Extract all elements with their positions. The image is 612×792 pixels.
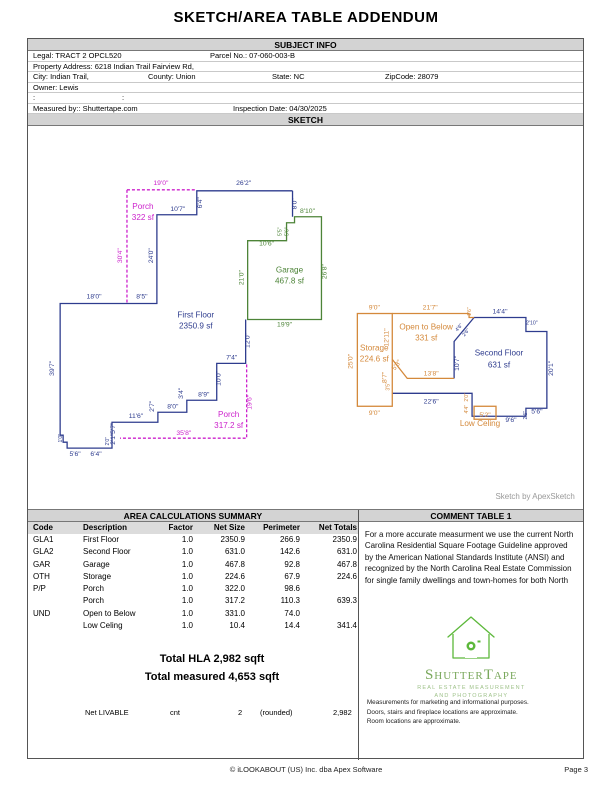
- page-number: Page 3: [564, 765, 588, 774]
- subject-info-field: Property Address: 6218 Indian Trail Fairview Rd,: [33, 61, 194, 71]
- dimension-label: 4'4": [464, 404, 471, 414]
- table-cell: UND: [33, 608, 51, 618]
- subject-info-row: [28, 93, 583, 104]
- table-cell: 322.0: [224, 584, 245, 593]
- table-cell: 2350.9: [220, 535, 245, 544]
- table-cell: 467.8: [224, 559, 245, 569]
- disclaimer-line: Room locations are approximate.: [366, 718, 461, 725]
- table-cell: 331.0: [224, 608, 245, 618]
- dimension-label: 1'0": [58, 433, 65, 443]
- table-cell: 1.0: [181, 620, 193, 630]
- sketch-canvas: [28, 126, 583, 510]
- table-cell: 224.6: [336, 571, 357, 581]
- dimension-label: 2'10": [526, 320, 538, 327]
- area-label: First Floor: [177, 310, 215, 320]
- area-label: Open to Below: [399, 322, 453, 332]
- table-cell: [300, 608, 357, 620]
- area-label: 331 sf: [415, 333, 438, 343]
- subject-info-row: [28, 51, 583, 62]
- logo-tagline-1: REAL ESTATE MEASUREMENT: [417, 685, 526, 691]
- subject-info-row: [28, 72, 583, 83]
- dimension-label: 19'6": [246, 394, 254, 410]
- dimension-label: 2'0": [464, 393, 471, 402]
- dimension-label: 35'8": [176, 430, 192, 438]
- column-header: Description: [83, 523, 128, 532]
- dimension-label: 6'4": [196, 197, 204, 209]
- dimension-label: 10'0": [215, 370, 223, 386]
- column-header: Factor: [168, 523, 193, 532]
- dimension-label: 5'6": [284, 227, 291, 237]
- table-row: [33, 620, 358, 632]
- table-cell: Low Celing: [83, 620, 123, 630]
- table-cell: 639.3: [336, 596, 357, 606]
- area-label: 322 sf: [131, 212, 155, 222]
- table-cell: 2350.9: [332, 535, 357, 544]
- subject-info-field: Legal: TRACT 2 OPCL520: [33, 51, 122, 60]
- table-cell: 1.0: [181, 559, 193, 569]
- dimension-label: 5'6": [531, 408, 543, 416]
- column-header: Perimeter: [263, 523, 300, 532]
- dimension-label: 21'0": [238, 270, 246, 286]
- disclaimer-line: Doors, stairs and fireplace locations are approximate.: [366, 708, 518, 716]
- table-cell: 467.8: [336, 559, 357, 569]
- area-calc-header: AREA CALCULATIONS SUMMARY: [28, 510, 358, 522]
- dimension-label: 19'9": [277, 321, 293, 329]
- disclaimer-line: Measurements for marketing and informational purposes.: [366, 699, 529, 706]
- dimension-label: 10'7": [170, 205, 186, 213]
- dimension-label: 25'0": [347, 353, 355, 369]
- area-label: Low Celing: [459, 419, 501, 429]
- dimension-label: 9'6": [505, 417, 517, 425]
- dimension-label: 19'0": [153, 179, 169, 187]
- subject-info-field: Inspection Date: 04/30/2025: [233, 103, 327, 113]
- table-row: [33, 571, 358, 583]
- sketch-header: SKETCH: [28, 114, 583, 126]
- subject-info-header: SUBJECT INFO: [28, 39, 583, 51]
- dimension-label: 3'4": [177, 387, 185, 399]
- total-measured: Total measured 4,653 sqft: [144, 671, 280, 683]
- area-table: [28, 522, 358, 632]
- area-label: 224.6 sf: [359, 354, 389, 364]
- table-cell: GLA2: [33, 547, 54, 557]
- table-cell: 14.4: [284, 620, 300, 630]
- dimension-label: 21'7": [422, 304, 438, 312]
- table-cell: [300, 583, 357, 595]
- dimension-label: 8'7": [381, 371, 389, 383]
- subject-info-row: [28, 104, 583, 115]
- table-cell: GAR: [33, 559, 51, 569]
- dimension-label: 3'5": [385, 382, 392, 391]
- table-cell: 1.0: [181, 571, 193, 581]
- column-header: Code: [33, 523, 53, 532]
- dimension-label: 5'2": [479, 412, 491, 420]
- subject-info-field: :: [122, 93, 125, 102]
- net-row-field: 2: [238, 708, 243, 717]
- area-label: Porch: [218, 410, 240, 420]
- dimension-label: 8'5": [136, 293, 148, 301]
- table-cell: 341.4: [336, 620, 357, 630]
- dimension-label: 12'0": [244, 332, 252, 348]
- column-header: Net Totals: [318, 523, 357, 532]
- comment-paragraph: For a more accurate measurment we use the current North Carolina Residential Square Footage Guideline approved by the American National Standards Institute (ANSI) and recognized by the North Carolina Real Estate Commission for single family dwellings and town-homes for both North: [364, 530, 574, 585]
- area-label: 631 sf: [487, 360, 511, 370]
- dimension-label: 2'7": [148, 400, 156, 412]
- table-cell: 1.0: [181, 596, 193, 606]
- net-row-field: 2,982: [333, 708, 352, 717]
- table-row: [33, 583, 358, 595]
- logo-tagline-2: AND PHOTOGRAPHY: [434, 693, 509, 699]
- dimension-label: 8'0": [291, 198, 299, 210]
- dimension-label: 5'6": [69, 451, 81, 459]
- disclaimer-lines: [367, 698, 529, 727]
- table-cell: Storage: [83, 571, 112, 581]
- net-row-field: cnt: [170, 708, 181, 717]
- table-cell: 110.3: [280, 596, 300, 606]
- area-label: Garage: [275, 265, 304, 275]
- net-row-field: (rounded): [260, 708, 293, 717]
- subject-info-row: [28, 62, 583, 73]
- table-cell: Open to Below: [83, 608, 136, 618]
- table-cell: P/P: [33, 584, 46, 593]
- dimension-label: 9'0": [368, 304, 380, 312]
- table-cell: [33, 595, 83, 607]
- table-cell: GLA1: [33, 535, 54, 544]
- table-cell: 224.6: [224, 571, 245, 581]
- table-row: [33, 608, 358, 620]
- table-cell: First Floor: [83, 535, 119, 544]
- sketch-credit: Sketch by ApexSketch: [495, 492, 575, 502]
- dimension-label: 9'0": [368, 410, 380, 418]
- copyright-text: © iLOOKABOUT (US) Inc. dba Apex Software: [229, 765, 383, 774]
- page-title: SKETCH/AREA TABLE ADDENDUM: [173, 9, 439, 26]
- subject-info-field: City: Indian Trail,: [33, 72, 89, 81]
- dimension-label: 20'1": [547, 360, 555, 376]
- area-label: 2350.9 sf: [179, 321, 213, 331]
- dimension-label: 5'7": [109, 422, 117, 434]
- subject-info-field: State: NC: [272, 72, 305, 81]
- dimension-label: 39'7": [49, 360, 57, 376]
- table-cell: 1.0: [181, 608, 193, 618]
- dimension-label: 11'6": [128, 413, 144, 421]
- area-table-body: [33, 534, 358, 632]
- subject-info-field: Parcel No.: 07-060-003-B: [210, 51, 296, 60]
- table-cell: 1.0: [181, 535, 193, 544]
- dimension-label: 4'6": [454, 322, 465, 334]
- table-cell: 631.0: [336, 547, 357, 557]
- subject-info-field: :: [33, 93, 36, 102]
- table-cell: Porch: [83, 596, 104, 606]
- dimension-label: 8'0": [167, 403, 179, 411]
- dimension-label: 26'8": [321, 264, 329, 280]
- dimension-label: 14'4": [492, 308, 508, 316]
- dimension-label: 8'9": [198, 391, 210, 399]
- table-cell: 142.6: [279, 547, 300, 557]
- subject-info-row: [28, 83, 583, 94]
- dimension-label: 12'11": [383, 328, 391, 347]
- table-cell: Porch: [83, 584, 104, 593]
- table-cell: 67.9: [284, 571, 300, 581]
- dimension-label: 2'0": [105, 436, 112, 446]
- table-cell: 98.6: [284, 584, 300, 593]
- area-table-head: [28, 522, 358, 534]
- house-camera-icon: [441, 610, 501, 662]
- table-cell: 92.8: [284, 559, 300, 569]
- dimension-label: 2'6": [522, 410, 529, 420]
- table-cell: 10.4: [229, 620, 245, 630]
- comment-table-header: COMMENT TABLE 1: [359, 510, 583, 522]
- table-row: [33, 534, 358, 546]
- subject-info-field: County: Union: [148, 72, 196, 81]
- area-label: 317.2 sf: [214, 421, 244, 431]
- dimension-label: 8'10": [300, 207, 315, 215]
- bottom-section: [28, 510, 583, 760]
- dimension-label: 10'7": [454, 355, 462, 371]
- dimension-label: 1'6": [467, 307, 474, 316]
- totals-block: [28, 650, 360, 686]
- table-cell: 1.0: [181, 547, 193, 557]
- table-row: [33, 559, 358, 571]
- table-cell: 74.0: [284, 608, 300, 618]
- dimension-label: 10'6": [259, 240, 275, 248]
- area-label: 467.8 sf: [275, 276, 305, 286]
- dimension-label: 6'4": [90, 451, 102, 459]
- table-cell: 1.0: [181, 584, 193, 593]
- area-calculations-box: [28, 510, 359, 760]
- table-cell: 266.9: [279, 535, 300, 544]
- net-livable-row: [28, 708, 360, 720]
- dimension-label: 2'1": [109, 433, 117, 445]
- table-cell: 317.2: [224, 596, 245, 606]
- dimension-label: 5'5": [277, 227, 284, 237]
- dimension-label: 2'6": [461, 327, 472, 339]
- subject-info-field: Owner: Lewis: [33, 82, 79, 92]
- total-hla: Total HLA 2,982 sqft: [159, 653, 265, 665]
- subject-info-field: ZipCode: 28079: [385, 72, 439, 81]
- table-cell: 631.0: [224, 547, 245, 557]
- table-cell: [33, 620, 83, 632]
- subject-info-rows: [28, 51, 583, 114]
- area-label: Storage: [360, 343, 389, 353]
- table-cell: Garage: [83, 559, 110, 569]
- subject-info-field: Measured by:: Shuttertape.com: [33, 103, 138, 113]
- area-label: Second Floor: [474, 348, 524, 358]
- dimension-label: 26'2": [236, 179, 252, 187]
- dimension-label: 13'8": [423, 370, 439, 378]
- net-row-field: Net LIVABLE: [85, 708, 129, 717]
- table-row: [33, 546, 358, 558]
- shuttertape-logo: [359, 610, 584, 700]
- dimension-label: 18'0": [86, 293, 102, 301]
- area-label: Porch: [132, 201, 154, 211]
- table-cell: OTH: [33, 571, 50, 581]
- dimension-label: 7'4": [226, 354, 238, 362]
- table-row: [33, 595, 358, 607]
- comment-table-box: [359, 510, 583, 760]
- dimension-label: 30'4": [116, 248, 124, 264]
- dimension-label: 5'8": [390, 358, 404, 373]
- document-frame: [27, 38, 584, 759]
- dimension-label: 24'0": [147, 248, 155, 264]
- floorplan-sketch: [28, 126, 583, 509]
- dimension-label: 22'6": [423, 398, 439, 406]
- table-cell: Second Floor: [83, 547, 131, 557]
- logo-wordmark: ShutterTape: [424, 667, 518, 683]
- column-header: Net Size: [213, 523, 245, 532]
